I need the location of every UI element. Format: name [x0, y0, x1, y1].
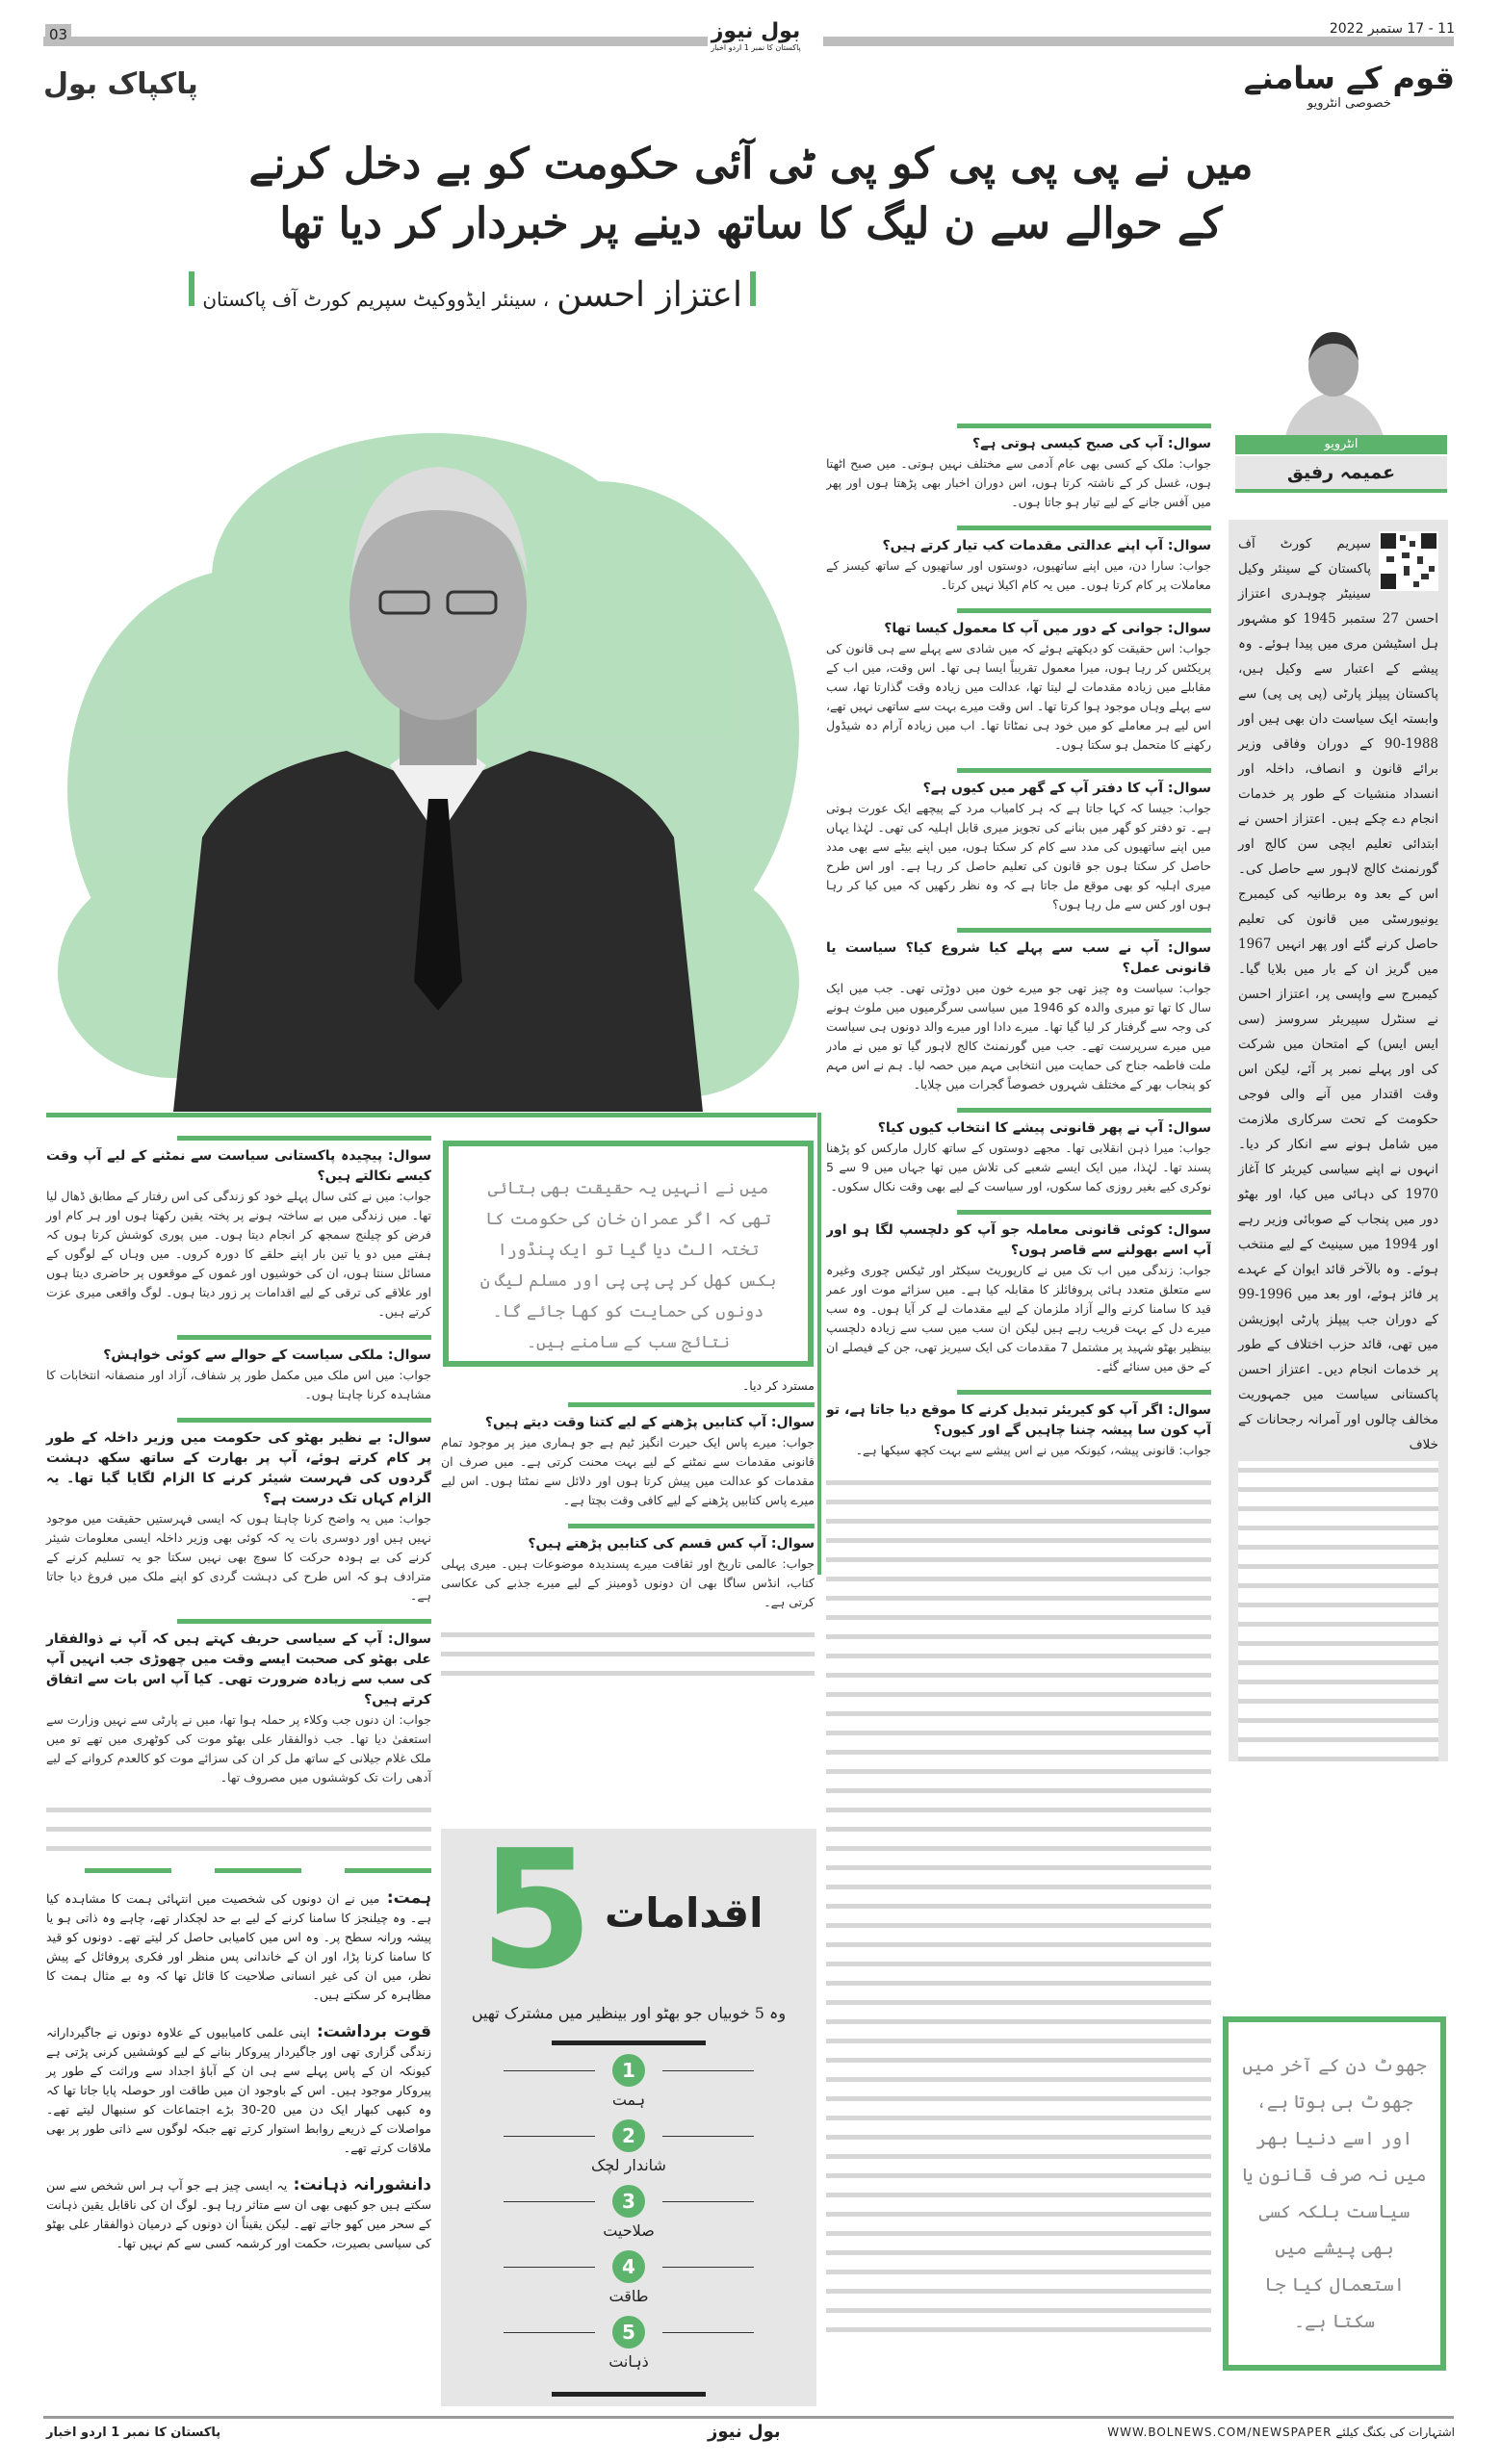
qualities-divider [85, 1868, 431, 1873]
answer: جواب: زندگی میں اب تک میں نے کارپوریٹ سیکٹر اور ٹیکس چوری وغیرہ سے متعلق متعدد ہائی پروفائلز کا مقابلہ کیا ہے۔ میں سزائے موت اور عمر قید کا سامنا کرنے والے آزاد ملزمان کے لیے مقدمات لے کر آیا ہوں۔ وہ سب میرے دل کے بہت قریب رہے ہیں لیکن ان سب میں سب سے زیادہ دلچسپ بینظیر بھٹو شہید پر مشتمل 7 مقدمات کی ایک سیریز تھی، جن کے فیصلے ان کے حق میں سنائے گئے۔ [826, 1263, 1211, 1373]
bio-text: سپریم کورٹ آف پاکستان کے سینئر وکیل سینیٹر چوہدری اعتزاز احسن 27 ستمبر 1945 کو مشہور ہل اسٹیشن مری میں پیدا ہوئے۔ وہ پیشے کے اعتبار سے وکیل ہیں، پاکستان پیپلز پارٹی (پی پی پی) سے وابستہ ایک سیاست دان بھی ہیں اور 1988-90 کے دوران وفاقی وزیر برائے قانون و انصاف، داخلہ اور انسداد منشیات کے طور پر خدمات انجام دے چکے ہیں۔ اعتزاز احسن نے ابتدائی تعلیم ایچی سن کالج اور گورنمنٹ کالج لاہور سے حاصل کی۔ اس کے بعد وہ برطانیہ کی کیمبرج یونیورسٹی میں قانون کی تعلیم حاصل کرنے گئے اور پھر انہیں 1967 میں گریز ان کے بار میں بلایا گیا۔ کیمبرج سے واپسی پر، اعتزاز احسن نے سنٹرل سپیریئر سروسز (سی ایس ایس) کے امتحان میں شرکت کی اور پہلے نمبر پر آئے، لیکن اس وقت اقتدار میں آنے والی فوجی حکومت کے تحت سرکاری ملازمت میں شامل ہونے سے انکار کر دیا۔ انہوں نے اپنے سیاسی کیریئر کا آغاز 1970 کی دہائی میں کیا، اور بھٹو دور میں پنجاب کے صوبائی وزیر رہے اور 1994 میں سینیٹ کے لیے منتخب ہوئے۔ وہ بالآخر قائد ایوان کے عہدے پر فائز ہوئے، اور بعد میں 1996-99 کے دوران جب پیپلز پارٹی اپوزیشن میں تھی، قائد حزب اختلاف کے طور پر خدمات انجام دیں۔ اعتزاز احسن پاکستانی سیاست میں جمہوریت مخالف چالوں اور آمرانہ رجحانات کے خلاف [1238, 536, 1438, 1452]
answer: جواب: سارا دن، میں اپنے ساتھیوں، دوستوں اور ساتھیوں کے ساتھ کیسز کے معاملات پر کام کرتا ہوں۔ میں یہ کام اکیلا نہیں کرتا۔ [826, 558, 1211, 592]
quality-number-row [441, 2185, 816, 2218]
quality-label: شاندار لچک [591, 2156, 666, 2174]
answer: جواب: ان دنوں جب وکلاء پر حملہ ہوا تھا، میں نے پارٹی سے نہیں وزارت سے استعفیٰ دیا تھا۔ جب ذوالفقار علی بھٹو موت کی کوٹھری میں تھے تو میں ملک غلام جیلانی کے ساتھ مل کر ان کی سزائے موت کو کالعدم کروانے کے لیے آدھی رات تک کوششوں میں مصروف تھا۔ [46, 1712, 431, 1784]
question: سوال: ملکی سیاست کے حوالے سے کوئی خواہش؟ [103, 1348, 431, 1363]
question: سوال: آپ کے سیاسی حریف کہتے ہیں کہ آپ نے ذوالفقار علی بھٹو کی صحبت ایسے وقت میں چھوڑی جب انہیں آپ کی سب سے زیادہ ضرورت تھی۔ کیا آپ اس بات سے اتفاق کرتے ہیں؟ [46, 1631, 431, 1707]
header-rule-left [43, 37, 708, 46]
quality-title: قوت برداشت: [309, 2022, 431, 2041]
question: سوال: کوئی قانونی معاملہ جو آپ کو دلچسپ لگا ہو اور آپ اسے بھولنے سے قاصر ہوں؟ [826, 1222, 1211, 1258]
page-number: 03 [45, 24, 71, 45]
question-accent [568, 1402, 815, 1407]
question-accent [957, 424, 1211, 428]
five-box-rule-bottom [552, 2392, 706, 2397]
headline-line-1: میں نے پی پی پی کو پی ٹی آئی حکومت کو بے دخل کرنے [248, 140, 1254, 189]
section-brand-right [1244, 60, 1455, 111]
question-accent [957, 1108, 1211, 1113]
reporter-photo [1276, 322, 1391, 436]
issue-date: 11 - 17 ستمبر 2022 [1329, 21, 1455, 37]
column-divider [817, 1113, 821, 1575]
byline-name: اعتزاز احسن [556, 275, 742, 315]
quality-paragraph: دانشورانہ ذہانت: یہ ایسی چیز ہے جو آپ ہر اس شخص سے سن سکتے ہیں جو کبھی بھی ان سے متاثر رہا ہو۔ لوگ ان کی ناقابل یقین ذہانت کے سحر میں کھو جاتے تھے۔ لیکن یقیناً ان دونوں کے درمیان ذوالفقار علی بھٹو کی سیاسی بصیرت، حکمت اور کرشمہ کسی سے کم نہیں تھا۔ [46, 2175, 432, 2250]
question-accent [177, 1418, 431, 1423]
five-graphic: 5 [479, 1829, 594, 2006]
qa-item [46, 1335, 431, 1404]
logo-tagline: پاکستان کا نمبر 1 اردو اخبار [711, 43, 801, 52]
middle-text-continued [441, 1626, 815, 1683]
question-accent [957, 1390, 1211, 1395]
quality-label: صلاحیت [603, 2221, 655, 2240]
divider-bar [345, 1868, 431, 1873]
answer: جواب: قانونی پیشہ، کیونکہ میں نے اس پیشے سے بہت کچھ سیکھا ہے۔ [855, 1443, 1211, 1457]
answer: جواب: میں نے کئی سال پہلے خود کو زندگی کی اس رفتار کے مطابق ڈھال لیا تھا۔ میں زندگی میں بے ساختہ ہونے پر پختہ یقین رکھتا ہوں اور ہر کام اور فرض کو چیلنج سمجھ کر انجام دیتا ہوں۔ میں پوری کوشش کرتا ہوں کہ ہفتے میں دو یا تین بار اپنے حلقے کا دورہ کروں۔ میں وہاں کے لوگوں کے مسائل سنتا ہوں، ان کی خوشیوں اور غموں کے موقعوں پر حاضری دیتا ہوں اور علاقے کی ترقی کے لیے اقدامات پر زور دیتا ہوں۔ لوگ واقعی میری عزت کرتے ہیں۔ [46, 1189, 431, 1319]
interviewee-photo [58, 385, 818, 1112]
footer-url[interactable]: WWW.BOLNEWS.COM/NEWSPAPER [1107, 2426, 1333, 2439]
question-accent [957, 768, 1211, 773]
answer: جواب: میں اس ملک میں مکمل طور پر شفاف، آزاد اور منصفانہ انتخابات کا مشاہدہ کرنا چاہتا ہوں۔ [46, 1368, 431, 1401]
footer-ads-label: اشتہارات کی بکنگ کیلئے [1335, 2426, 1455, 2439]
five-box-rule-top [552, 2040, 706, 2045]
section-title: قوم کے سامنے [1243, 60, 1455, 96]
number-badge: 1 [612, 2054, 645, 2087]
quality-label: طاقت [608, 2287, 649, 2305]
photo-underline [46, 1113, 816, 1117]
question: سوال: اگر آپ کو کیریئر تبدیل کرنے کا موقع دیا جاتا ہے، تو آپ کون سا پیشہ چننا چاہیں گے اور کیوں؟ [826, 1402, 1211, 1438]
question: سوال: آپ کتابیں پڑھنے کے لیے کتنا وقت دیتے ہیں؟ [484, 1415, 815, 1430]
qa-item [46, 1619, 431, 1787]
bio-box [1229, 520, 1448, 1761]
byline-accent [750, 271, 756, 306]
number-badge: 4 [612, 2250, 645, 2283]
qa-item [46, 1136, 431, 1322]
number-badge: 3 [612, 2185, 645, 2218]
footer-tagline: پاکستان کا نمبر 1 اردو اخبار [46, 2426, 221, 2440]
question-accent [957, 608, 1211, 613]
interview-column-middle [441, 1378, 815, 1683]
headline-line-2: کے حوالے سے ن لیگ کا ساتھ دینے پر خبردار کر دیا تھا [279, 199, 1223, 248]
question-accent [177, 1335, 431, 1340]
byline-title: ، سینئر ایڈووکیٹ سپریم کورٹ آف پاکستان [202, 288, 550, 311]
question-accent [957, 928, 1211, 933]
question: سوال: آپ اپنے عدالتی مقدمات کب تیار کرتے ہیں؟ [882, 538, 1211, 553]
quality-label: ذہانت [608, 2352, 649, 2371]
quality-number-row [441, 2316, 816, 2348]
qa-item [826, 768, 1211, 914]
answer: جواب: سیاست وہ چیز تھی جو میرے خون میں دوڑتی تھی۔ جب میں ایک سال کا تھا تو میری والدہ کو 1946 میں سیاسی سرگرمیوں میں ملوث ہونے کی وجہ سے گرفتار کر لیا گیا تھا۔ میرے دادا اور میرے والد دونوں ہی سیاست میں میرے سرپرست تھے۔ جب میں گورنمنٹ کالج لاہور گیا تو میں نے مادر ملت فاطمہ جناح کی حمایت میں انتخابی مہم میں حصہ لیا۔ ہم نے اس مہم کو پنجاب بھر کے مختلف شہروں خصوصاً گجرات میں چلایا۔ [826, 981, 1211, 1091]
reporter-name: عمیمہ رفیق [1235, 456, 1447, 489]
qa-item [826, 1390, 1211, 1460]
divider-bar [85, 1868, 171, 1873]
quality-number-row [441, 2250, 816, 2283]
qa-item [441, 1524, 815, 1612]
interview-label: انٹرویو [1235, 435, 1447, 454]
qa-item [46, 1418, 431, 1605]
quality-number-row [441, 2054, 816, 2087]
masthead-logo [703, 19, 809, 52]
qa-item [826, 608, 1211, 755]
header-rule-right [823, 37, 1454, 46]
headline-block [154, 135, 1348, 317]
answer: جواب: عالمی تاریخ اور ثقافت میرے پسندیدہ موضوعات ہیں۔ میری پہلی کتاب، انڈس ساگا بھی ان دونوں ڈومینز کے لیے میرے جذبے کی عکاسی کرتی ہے۔ [441, 1556, 815, 1609]
question-accent [177, 1136, 431, 1141]
logo-text: بول نیوز [711, 19, 801, 43]
qr-code-icon [1379, 531, 1438, 591]
question-accent [957, 526, 1211, 530]
pull-quote-left: میں نے انہیں یہ حقیقت بھی بتائی تھی کہ اگر عمران خان کی حکومت کا تختہ الٹ دیا گیا تو ایک پنڈورا بکس کھل کر پی پی پی اور مسلم لیگ ن دونوں کی حمایت کو کھا جائے گا۔ نتائج سب کے سامنے ہیں۔ [443, 1141, 814, 1367]
question: سوال: آپ کس قسم کی کتابیں پڑھتے ہیں؟ [528, 1536, 815, 1552]
qa-item [826, 424, 1211, 512]
bio-text-continued [1238, 1461, 1438, 1761]
byline-accent [189, 271, 194, 306]
answer: جواب: اس حقیقت کو دیکھتے ہوئے کہ میں شادی سے پہلے سے ہی قانون کی پریکٹس کر رہا ہوں، میرا معمول تقریباً ایسا ہی تھا۔ اس وقت، میں اب کے مقابلے میں زیادہ مقدمات لے لیتا تھا، عدالت میں زیادہ وقت گذارتا تھا، سب سے پہلے وہاں موجود ہوا کرتا تھا۔ اس وقت میرے بہت سے ساتھی نہیں تھے، اس لیے ہر معاملے کو میں خود ہی نمٹاتا تھا۔ اب میں زیادہ آرام دہ شیڈول رکھنے کا متحمل ہو سکتا ہوں۔ [826, 641, 1211, 752]
interview-column-right [826, 424, 1211, 2387]
answer: جواب: جیسا کہ کہا جاتا ہے کہ ہر کامیاب مرد کے پیچھے ایک عورت ہوتی ہے۔ تو دفتر کو گھر میں بنانے کی تجویز میری قابل اہلیہ کی تھی۔ لہٰذا یہاں میں اپنے ساتھیوں کی مدد سے کام کر سکتا ہوں، میں اپنے بیٹے سے بھی مدد حاصل کر سکتا ہوں جو قانون کی تعلیم حاصل کر رہا ہے۔ اور اس طرح میری اہلیہ کو بھی موقع مل جاتا ہے کہ وہ نظر رکھیں کہ میں کیا کر رہا ہوں اور کس سے مل رہا ہوں؟ [826, 801, 1211, 911]
byline [91, 271, 756, 317]
footer-ads [1107, 2426, 1455, 2439]
quality-number-row [441, 2119, 816, 2152]
question: سوال: آپ کی صبح کیسی ہوتی ہے؟ [971, 436, 1211, 451]
answer: جواب: میں یہ واضح کرنا چاہتا ہوں کہ ایسی فہرستیں حقیقت میں موجود نہیں ہیں اور دوسری بات یہ کہ کوئی بھی وزیر داخلہ ایسی معلومات شیئر کرنے کی بے ہودہ حرکت کا سوچ بھی نہیں سکتا جو یہ تسلیم کرنے کے مترادف ہو کہ اس طرح کی دہشت گردی کو اپنے ملک میں فروغ دیا جاتا ہے۔ [46, 1511, 431, 1603]
headline [154, 135, 1348, 254]
text-continued [826, 1474, 1211, 2340]
quality-title: ہمت: [379, 1888, 431, 1908]
qa-item [826, 928, 1211, 1094]
qa-item [826, 526, 1211, 595]
text-continued [46, 1801, 431, 1859]
five-box-list [441, 2046, 816, 2374]
question: سوال: بے نظیر بھٹو کی حکومت میں وزیر داخلہ کے طور پر کام کرتے ہوئے، آپ پر بھارت کے ساتھ سکھ دہشت گردوں کی فہرست شیئر کرنے کا الزام لگایا گیا تھا۔ یہ الزام کہاں تک درست ہے؟ [46, 1430, 431, 1506]
five-qualities-box [441, 1829, 816, 2406]
qualities-text [46, 1888, 431, 2253]
answer: جواب: ملک کے کسی بھی عام آدمی سے مختلف نہیں ہوتی۔ میں صبح اٹھتا ہوں، غسل کر کے ناشتہ کرتا ہوں، اس دوران اخبار بھی پڑھتا ہوں اور پھر میں آفس جانے کے لیے تیار ہو جاتا ہوں۔ [826, 456, 1211, 509]
number-badge: 2 [612, 2119, 645, 2152]
section-brand-left: پاکپاک بول [43, 67, 198, 101]
continued-text: مسترد کر دیا۔ [741, 1378, 815, 1393]
question-accent [957, 1210, 1211, 1215]
five-box-subtitle: وہ 5 خوبیاں جو بھٹو اور بینظیر میں مشترک تھیں [471, 2004, 787, 2022]
quality-paragraph: ہمت: میں نے ان دونوں کی شخصیت میں انتہائی ہمت کا مشاہدہ کیا ہے۔ وہ چیلنجز کا سامنا کرنے کے لیے بے حد لچکدار تھے، چاہے وہ ذاتی ہو یا پیشہ ورانہ سطح پر۔ وہ اس میں کامیابی حاصل کر لیتے تھے۔ دونوں کو قید کا سامنا کرنا پڑا، اور ان کے خاندانی پس منظر اور فکری پروفائل کے پیش نظر، میں ان کی غیر انسانی صلاحیت کا قائل تھا کہ وہ بے مثال ہمت کا مظاہرہ کر سکتے ہیں۔ [46, 1888, 431, 2002]
divider-bar [215, 1868, 301, 1873]
question-accent [177, 1619, 431, 1624]
qa-item [826, 1108, 1211, 1196]
section-subtitle: خصوصی انٹرویو [1307, 96, 1391, 111]
pull-quote-right: جھوٹ دن کے آخر میں جھوٹ ہی ہوتا ہے، اور اسے دنیا بھر میں نہ صرف قانون یا سیاست بلکہ کسی بھی پیشے میں استعمال کیا جا سکتا ہے۔ [1223, 2016, 1446, 2371]
quality-title: دانشورانہ ذہانت: [287, 2175, 432, 2194]
reporter-underline [1235, 489, 1447, 493]
question: سوال: آپ نے سب سے پہلے کیا شروع کیا؟ سیاست یا قانونی عمل؟ [826, 940, 1211, 976]
qa-item [826, 1210, 1211, 1376]
quality-paragraph: قوت برداشت: اپنی علمی کامیابیوں کے علاوہ دونوں نے جاگیردارانہ زندگی گزاری تھی اور جاگیردار پیروکار بنانے کے لیے کوششیں کرنی پڑتی ہے کیونکہ ان کے پاس پہلے سے ہی ان کے آباؤ اجداد سے وراثت کے طور پر پیروکار موجود ہیں۔ اس کے باوجود ان میں طاقت اور حوصلہ پایا جاتا تھا کہ وہ کبھی کبھار ایک دن میں 20-30 بڑے اجتماعات کو سنبھال لیتے تھے۔ مواصلات کے ذریعے روابط استوار کرتے تھے جبکہ لوگوں سے ذاتی طور پر بھی ملاقات کرتے تھے۔ [46, 2022, 431, 2155]
answer: جواب: میرا ذہن انقلابی تھا۔ مجھے دوستوں کے ساتھ کارل مارکس کو پڑھنا پسند تھا۔ لہٰذا، میں ایک ایسے شعبے کی تلاش میں تھا جہاں میں 9 سے 5 نوکری کیے بغیر روزی کما سکوں، اور سیاست کے لیے بھی وقت نکال سکوں۔ [826, 1141, 1211, 1194]
question: سوال: آپ کا دفتر آپ کے گھر میں کیوں ہے؟ [922, 781, 1211, 796]
qa-item [441, 1402, 815, 1510]
footer-logo: بول نیوز [708, 2422, 781, 2442]
five-box-title: اقدامات [605, 1889, 763, 1937]
quality-label: ہمت [611, 2091, 646, 2109]
question: سوال: آپ نے پھر قانونی پیشے کا انتخاب کیوں کیا؟ [877, 1120, 1211, 1136]
question: سوال: پیچیدہ پاکستانی سیاست سے نمٹنے کے لیے آپ وقت کیسے نکالتے ہیں؟ [46, 1148, 431, 1184]
footer-rule [43, 2416, 1454, 2419]
question: سوال: جوانی کے دور میں آپ کا معمول کیسا تھا؟ [884, 621, 1211, 636]
question-accent [568, 1524, 815, 1528]
number-badge: 5 [612, 2316, 645, 2348]
interview-column-left [46, 1136, 431, 2271]
answer: جواب: میرے پاس ایک حیرت انگیز ٹیم ہے جو ہماری میز پر موجود تمام قانونی مقدمات سے نمٹنے کے لیے بہت محنت کرتی ہے۔ میں صرف ان مقدمات کو عدالت میں پیش کرتا ہوں اور دلائل سے نمٹتا ہوں۔ اس لیے میرے پاس کتابیں پڑھنے کے لیے کافی وقت بچتا ہے۔ [441, 1435, 815, 1507]
